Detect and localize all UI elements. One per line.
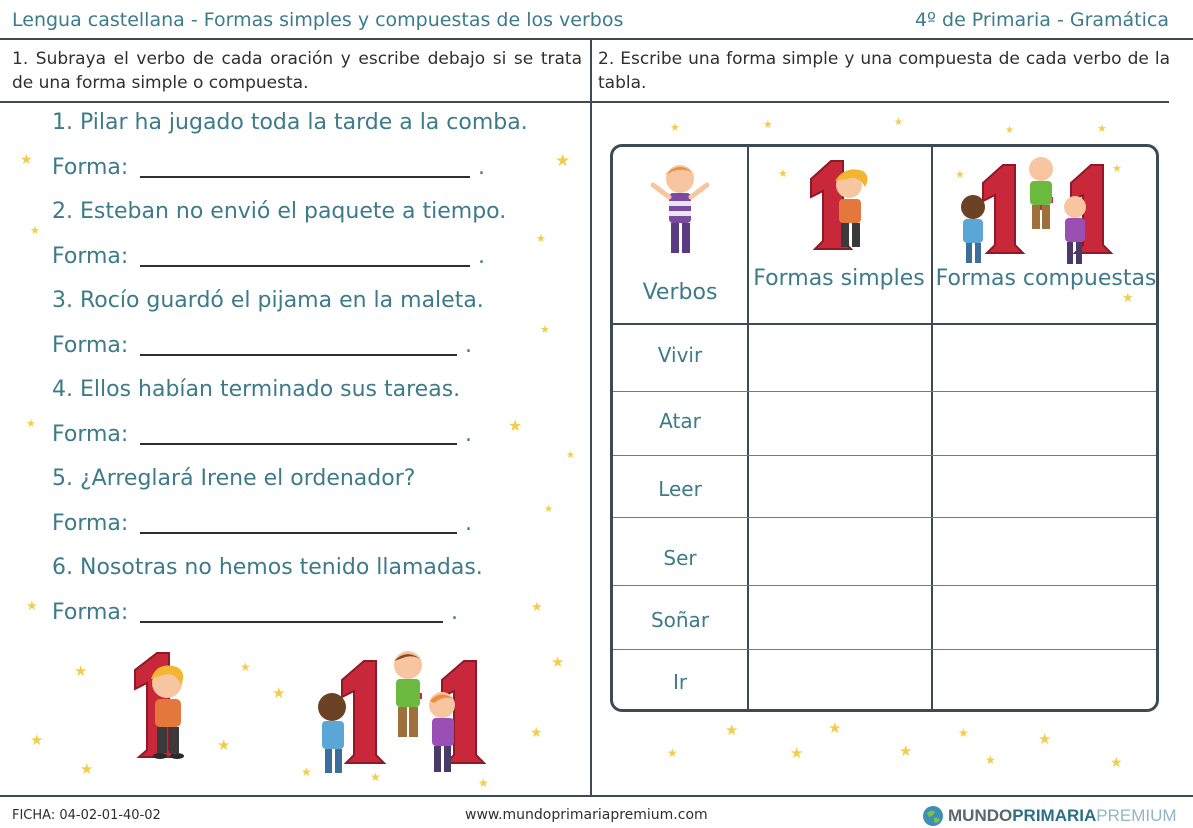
- star-icon: ★: [894, 117, 903, 128]
- star-icon: ★: [217, 736, 231, 754]
- kid-with-number-one-illustration: [105, 645, 205, 775]
- answer-line-3[interactable]: [140, 354, 457, 356]
- star-icon: ★: [20, 152, 33, 168]
- star-icon: ★: [899, 742, 913, 760]
- verb-leer: Leer: [658, 477, 702, 501]
- star-icon: ★: [790, 744, 804, 762]
- answer-dot-1: .: [478, 155, 485, 180]
- table-row-divider: [613, 585, 1156, 586]
- star-icon: ★: [26, 417, 36, 430]
- table-column-divider: [931, 147, 933, 709]
- star-icon: ★: [1038, 730, 1052, 748]
- answer-line-4[interactable]: [140, 443, 457, 445]
- footer-divider: [0, 795, 1193, 797]
- star-icon: ★: [74, 662, 88, 680]
- table-row-divider: [613, 391, 1156, 392]
- star-icon: ★: [763, 118, 773, 131]
- verb-vivir: Vivir: [657, 343, 703, 367]
- sentence-2: 2. Esteban no envió el paquete a tiempo.: [52, 199, 507, 224]
- star-icon: ★: [370, 770, 381, 784]
- forma-label-3: Forma:: [52, 333, 129, 358]
- star-icon: ★: [536, 232, 546, 245]
- star-icon: ★: [544, 504, 553, 515]
- sentence-4: 4. Ellos habían terminado sus tareas.: [52, 377, 461, 402]
- star-icon: ★: [725, 721, 739, 739]
- verb-ser: Ser: [663, 546, 697, 570]
- star-icon: ★: [1097, 122, 1107, 135]
- star-icon: ★: [1112, 162, 1122, 175]
- brand-mundo: MUNDO: [948, 806, 1013, 825]
- star-icon: ★: [478, 776, 489, 790]
- star-icon: ★: [30, 224, 40, 237]
- answer-dot-5: .: [465, 511, 472, 536]
- sentence-3: 3. Rocío guardó el pijama en la maleta.: [52, 288, 484, 313]
- answer-line-2[interactable]: [140, 265, 470, 267]
- answer-line-5[interactable]: [140, 532, 457, 534]
- star-icon: ★: [26, 599, 38, 614]
- forma-label-1: Forma:: [52, 155, 129, 180]
- column-header-formas-compuestas: Formas compuestas: [935, 266, 1157, 291]
- instruction-divider-left: [0, 101, 590, 103]
- kids-one-plus-one-illustration: [953, 153, 1123, 283]
- sentence-1: 1. Pilar ha jugado toda la tarde a la comba.: [52, 110, 528, 135]
- star-icon: ★: [530, 725, 543, 741]
- star-icon: ★: [955, 168, 965, 181]
- star-icon: ★: [30, 731, 44, 749]
- worksheet-code: FICHA: 04-02-01-40-02: [12, 808, 161, 823]
- table-row-divider: [613, 517, 1156, 518]
- column-divider: [590, 40, 592, 796]
- star-icon: ★: [667, 746, 678, 760]
- answer-dot-6: .: [451, 600, 458, 625]
- answer-dot-2: .: [478, 244, 485, 269]
- star-icon: ★: [551, 653, 565, 671]
- column-header-verbos: Verbos: [642, 280, 718, 305]
- exercise1-instruction: 1. Subraya el verbo de cada oración y escribe debajo si se trata de una forma simple o compuesta.: [12, 49, 582, 93]
- star-icon: ★: [301, 765, 312, 779]
- star-icon: ★: [828, 719, 842, 737]
- verb-ir: Ir: [672, 670, 688, 694]
- forma-label-6: Forma:: [52, 600, 129, 625]
- star-icon: ★: [272, 684, 286, 702]
- answer-dot-4: .: [465, 422, 472, 447]
- verb-sonar: Soñar: [650, 608, 710, 632]
- star-icon: ★: [670, 121, 680, 134]
- star-icon: ★: [1110, 755, 1123, 771]
- sentence-5: 5. ¿Arreglará Irene el ordenador?: [52, 466, 416, 491]
- globe-icon: [922, 805, 944, 827]
- sentence-6: 6. Nosotras no hemos tenido llamadas.: [52, 555, 483, 580]
- table-row-divider: [613, 649, 1156, 650]
- star-icon: ★: [80, 760, 94, 778]
- star-icon: ★: [531, 600, 543, 615]
- star-icon: ★: [540, 323, 550, 336]
- star-icon: ★: [555, 151, 571, 171]
- brand-logo: [922, 805, 1177, 827]
- verb-atar: Atar: [659, 409, 701, 433]
- column-header-formas-simples: Formas simples: [753, 266, 925, 291]
- star-icon: ★: [958, 726, 969, 740]
- star-icon: ★: [985, 753, 996, 767]
- kid-cheering-illustration: [645, 157, 715, 262]
- table-row-divider: [613, 455, 1156, 456]
- answer-line-6[interactable]: [140, 621, 443, 623]
- worksheet-grade: 4º de Primaria - Gramática: [914, 9, 1169, 31]
- forma-label-4: Forma:: [52, 422, 129, 447]
- star-icon: ★: [1122, 291, 1134, 306]
- worksheet-title: Lengua castellana - Formas simples y compuestas de los verbos: [12, 9, 624, 31]
- answer-dot-3: .: [465, 333, 472, 358]
- kid-with-number-one-illustration: [803, 155, 883, 263]
- answer-line-1[interactable]: [140, 176, 470, 178]
- page-header: [0, 0, 1193, 40]
- website-link[interactable]: www.mundoprimariapremium.com: [465, 807, 708, 823]
- star-icon: ★: [566, 450, 575, 461]
- instruction-divider-right: [592, 101, 1169, 103]
- star-icon: ★: [1005, 125, 1014, 136]
- forma-label-5: Forma:: [52, 511, 129, 536]
- verbs-table: [610, 144, 1159, 712]
- star-icon: ★: [508, 416, 523, 435]
- star-icon: ★: [778, 167, 788, 180]
- forma-label-2: Forma:: [52, 244, 129, 269]
- star-icon: ★: [240, 660, 251, 674]
- exercise2-instruction: 2. Escribe una forma simple y una compuesta de cada verbo de la tabla.: [598, 49, 1170, 93]
- table-header-divider: [613, 323, 1156, 325]
- kids-one-plus-one-illustration: [310, 645, 500, 790]
- brand-premium: PREMIUM: [1096, 806, 1177, 825]
- brand-primaria: PRIMARIA: [1012, 806, 1097, 825]
- table-column-divider: [747, 147, 749, 709]
